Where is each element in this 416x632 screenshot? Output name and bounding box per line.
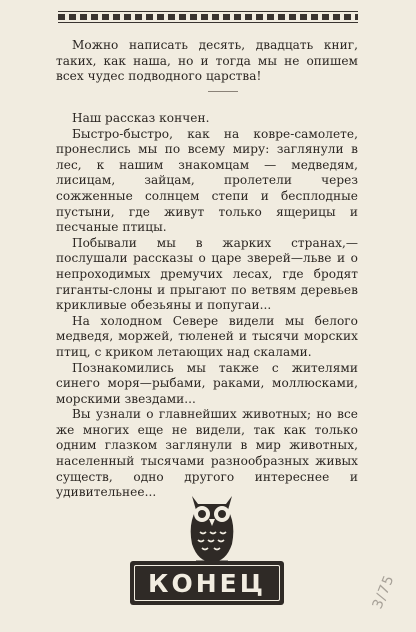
decorative-top-rule <box>58 14 358 20</box>
page-number: 3/75 <box>369 572 398 612</box>
story-paragraph-6: Вы узнали о главнейших животных; но все же многих еще не видели, так как только одним глазком заглянули в мир животных, населенный тысячами разнообразных живых существ, одно другого интереснее и удивительнее... <box>56 407 358 500</box>
intro-paragraph: Можно написать десять, двадцать книг, таких, как наша, но и тогда мы не опишем всех чудес подводного царства! <box>56 38 358 84</box>
story-paragraph-5: Познакомились мы также с жителями синего моря—рыбами, раками, моллюсками, морскими звездами... <box>56 360 358 406</box>
intro-text <box>56 38 358 85</box>
story-paragraph-2: Быстро-быстро, как на ковре-самолете, пронеслись мы по всему миру: заглянули в лес, к нашим знакомцам — медведям, лисицам, зайцам, пролетели через сожженные солнцем степи и бесплодные пустыни, где живут только ящерицы и песчаные птицы. <box>56 126 358 235</box>
owl-icon <box>178 488 246 568</box>
story-paragraph-4: На холодном Севере видели мы белого медведя, моржей, тюленей и тысячи морских птиц, с криком летающих над скалами. <box>56 313 358 359</box>
story-paragraph-3: Побывали мы в жарких странах,— послушали рассказы о царе зверей—льве и о непроходимых дремучих лесах, где бродят гиганты-слоны и прыгают по ветвям деревьев крикливые обезьяны и попугаи... <box>56 235 358 313</box>
the-end-label: КОНЕЦ <box>148 568 266 598</box>
the-end-banner <box>130 561 284 605</box>
story-text <box>56 111 358 501</box>
section-divider <box>208 91 238 92</box>
story-paragraph-1: Наш рассказ кончен. <box>72 111 210 125</box>
owl-illustration <box>178 488 246 568</box>
